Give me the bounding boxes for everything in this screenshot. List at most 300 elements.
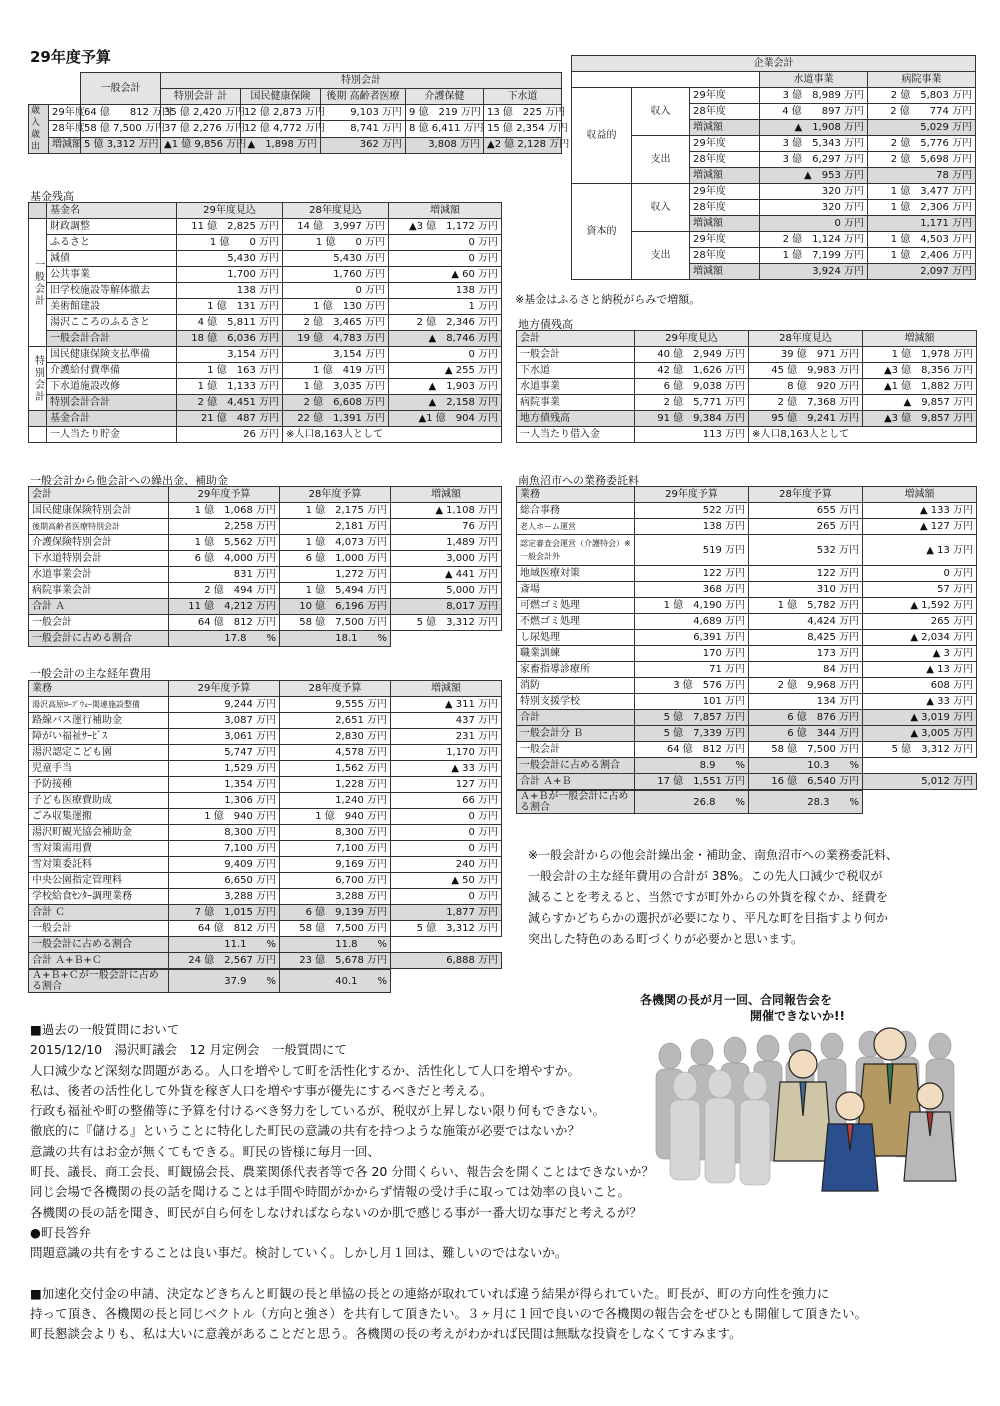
kigyo-note: ※基金はふるさと納税がらみで増額。 — [515, 293, 701, 306]
commission-ratio2-table — [516, 790, 863, 814]
ratio-value: 26.8 — [693, 796, 716, 808]
row-label: 増減額 — [690, 264, 760, 280]
row-label: し尿処理 — [517, 630, 635, 646]
row-label: 予防接種 — [29, 777, 169, 793]
cell: 2 億 4,451 万円 — [177, 395, 283, 411]
cell: 3 億 8,989 万円 — [760, 88, 868, 104]
cell: 13 億 225 万円 — [484, 105, 562, 121]
kigyo-group-label: 収益的 — [572, 88, 632, 184]
cell: 76 万円 — [391, 519, 502, 535]
table-row — [29, 503, 502, 519]
text-line: ●町長答弁 — [30, 1224, 91, 1240]
cell: ▲ 441 万円 — [391, 567, 502, 583]
cell: 1,240 万円 — [280, 793, 391, 809]
fund-header: 基金名 — [47, 203, 177, 219]
table-row — [517, 694, 977, 710]
text-line: 町長懇談会よりも、私は大いに意義があることだと思う。各機関の長の考えがわかれば民間は無駄な投資をしなくてすみます。 — [30, 1326, 742, 1342]
cell: 4 億 5,811 万円 — [177, 315, 283, 331]
cell: 64 億 812 万円 — [81, 105, 161, 121]
table-row — [29, 615, 502, 631]
debt-header: 会計 — [517, 331, 635, 347]
cell: 2 億 6,608 万円 — [283, 395, 389, 411]
budget-sub-header: 特別会計 計 — [161, 89, 241, 105]
row-label: 29年度 — [49, 105, 81, 121]
commission-header: 業務 — [517, 487, 635, 503]
cell: 7,100 万円 — [280, 841, 391, 857]
fund-section — [28, 202, 502, 443]
row-label: 不燃ゴミ処理 — [517, 614, 635, 630]
table-row — [29, 137, 562, 153]
cell: 8 億 920 万円 — [749, 379, 863, 395]
row-label: 一人当たり貯金 — [47, 427, 177, 443]
row-label: 家畜指導診療所 — [517, 662, 635, 678]
text-line: 各機関の長の話を聞き、町民が自ら何をしなければならないのか肌で感じる事が一番大切な事だと考えるが？ — [30, 1204, 643, 1220]
cell: 5 億 7,857 万円 — [635, 710, 749, 726]
text-line: 意識の共有はお金が無くてもできる。町民の皆様に毎月一回、 — [30, 1143, 381, 1159]
cell: 1,170 万円 — [391, 745, 502, 761]
cell: ▲ 8,746 万円 — [389, 331, 502, 347]
cell: ※人口8,163人として — [283, 427, 502, 443]
cell: ▲ 953 万円 — [760, 168, 868, 184]
cell: 1 億 4,190 万円 — [635, 598, 749, 614]
cell: 6 億 876 万円 — [749, 710, 863, 726]
note-line: 減らすかどちらかの選択が必要になり、平凡な町を目指すより何か — [528, 911, 889, 925]
table-row — [517, 758, 977, 774]
cell: 231 万円 — [391, 729, 502, 745]
cell: 0 万円 — [389, 347, 502, 363]
fund-table — [28, 202, 502, 443]
transfer-title: 一般会計から他会計への繰出金、補助金 — [30, 474, 228, 487]
ratio-unit: % — [735, 759, 745, 771]
cell: 37 億 2,276 万円 — [161, 121, 241, 137]
table-row — [29, 905, 502, 921]
table-row — [29, 713, 502, 729]
note-line: 減ることを考えると、当然ですが町外からの外貨を稼ぐか、経費を — [528, 890, 889, 904]
cell: 173 万円 — [749, 646, 863, 662]
row-label: 特別会計合計 — [47, 395, 177, 411]
cell: 64 億 812 万円 — [169, 921, 280, 937]
expense-title: 一般会計の主な経年費用 — [30, 667, 151, 680]
cell: 320 万円 — [760, 184, 868, 200]
cell: 3,924 万円 — [760, 264, 868, 280]
table-row — [29, 873, 502, 889]
cell: 6,700 万円 — [280, 873, 391, 889]
cell: 22 億 1,391 万円 — [283, 411, 389, 427]
transfer-section — [28, 486, 502, 647]
row-label: 水道事業 — [517, 379, 635, 395]
cell: 5,029 万円 — [868, 120, 976, 136]
cell: 2,258 万円 — [169, 519, 280, 535]
general-question-text — [30, 1020, 970, 1344]
fund-header: 28年度見込 — [283, 203, 389, 219]
row-label: 国民健康保険支払準備 — [47, 347, 177, 363]
transfer-table — [28, 486, 502, 647]
ratio-value: 11.8 — [335, 938, 358, 950]
cell: 21 億 487 万円 — [177, 411, 283, 427]
ratio-value: 11.1 — [224, 938, 247, 950]
cell: ▲ 1,898 万円 — [241, 137, 321, 153]
row-label: 下水道 — [517, 363, 635, 379]
cell: 12 億 4,772 万円 — [241, 121, 321, 137]
table-row — [29, 793, 502, 809]
row-label: 減債 — [47, 251, 177, 267]
ratio-unit: % — [377, 975, 387, 987]
table-row — [29, 395, 502, 411]
row-label: 湯沢高原ﾛｰﾌﾟｳｪｰ関連施設整備 — [29, 697, 169, 713]
cell: 5 億 3,312 万円 — [863, 742, 977, 758]
cell: 1,700 万円 — [177, 267, 283, 283]
cell: 101 万円 — [635, 694, 749, 710]
cell: ▲ 133 万円 — [863, 503, 977, 519]
cell: 1,877 万円 — [391, 905, 502, 921]
text-line: 徹底的に『儲ける』ということに特化した町民の意識の共有を持つような施策が必要ではないか？ — [30, 1123, 581, 1139]
row-label: 湯沢認定こども園 — [29, 745, 169, 761]
table-row — [29, 599, 502, 615]
cell: 265 万円 — [863, 614, 977, 630]
ratio-unit: % — [377, 632, 387, 644]
cell: 2,830 万円 — [280, 729, 391, 745]
cell: 0 万円 — [391, 825, 502, 841]
cell: 522 万円 — [635, 503, 749, 519]
debt-title: 地方債残高 — [518, 318, 573, 331]
cell: 0 万円 — [389, 235, 502, 251]
cell: 35 億 2,420 万円 — [161, 105, 241, 121]
cell: ▲ 1,908 万円 — [760, 120, 868, 136]
row-label: 湯沢こころのふるさと — [47, 315, 177, 331]
cell: 6 億 1,000 万円 — [280, 551, 391, 567]
cell: ▲ 3,019 万円 — [863, 710, 977, 726]
cell: 138 万円 — [177, 283, 283, 299]
cell: 18 億 6,036 万円 — [177, 331, 283, 347]
cell: ▲ 2,158 万円 — [389, 395, 502, 411]
table-row — [29, 761, 502, 777]
cell: 5 億 7,339 万円 — [635, 726, 749, 742]
row-label: 下水道特別会計 — [29, 551, 169, 567]
kigyo-table — [571, 55, 976, 280]
row-label: 合計 Ｃ — [29, 905, 169, 921]
table-row — [517, 678, 977, 694]
cell: 4,424 万円 — [749, 614, 863, 630]
cell: ▲ 33 万円 — [391, 761, 502, 777]
row-label: 水道事業会計 — [29, 567, 169, 583]
fund-group-label: 特別会計 — [29, 347, 47, 411]
cell: 0 万円 — [760, 216, 868, 232]
commission-header: 29年度予算 — [635, 487, 749, 503]
table-row — [29, 551, 502, 567]
cell: 2 億 9,968 万円 — [749, 678, 863, 694]
table-row — [29, 921, 502, 937]
table-row — [572, 232, 976, 248]
cell: 6 億 9,139 万円 — [280, 905, 391, 921]
row-label: 地域医療対策 — [517, 566, 635, 582]
budget-sub-header: 下水道 — [484, 89, 562, 105]
ratio-unit: % — [266, 938, 276, 950]
cell: 14 億 3,997 万円 — [283, 219, 389, 235]
commission-header: 増減額 — [863, 487, 977, 503]
row-label: 一般会計合計 — [47, 331, 177, 347]
cell: 1 億 419 万円 — [283, 363, 389, 379]
cell: 8,300 万円 — [169, 825, 280, 841]
cell: 5,430 万円 — [283, 251, 389, 267]
table-row — [29, 315, 502, 331]
budget-sub-header: 介護保健 — [406, 89, 484, 105]
cell: ▲3 億 8,356 万円 — [863, 363, 977, 379]
cell: 11 億 2,825 万円 — [177, 219, 283, 235]
cell: 1 億 3,477 万円 — [868, 184, 976, 200]
cell: 91 億 9,384 万円 — [635, 411, 749, 427]
expense-header: 業務 — [29, 681, 169, 697]
table-row — [29, 857, 502, 873]
cell: 2 億 1,124 万円 — [760, 232, 868, 248]
cell: 5,747 万円 — [169, 745, 280, 761]
table-row — [29, 937, 502, 953]
cell: 1,306 万円 — [169, 793, 280, 809]
cell: 1,272 万円 — [280, 567, 391, 583]
fund-group-label: 一般会計 — [29, 219, 47, 347]
row-label: 斎場 — [517, 582, 635, 598]
cell: 7,100 万円 — [169, 841, 280, 857]
cell: 1,562 万円 — [280, 761, 391, 777]
cell: 1 億 0 万円 — [283, 235, 389, 251]
table-row — [517, 774, 977, 790]
cell: 58 億 7,500 万円 — [280, 615, 391, 631]
ratio-value: 10.3 — [807, 759, 830, 771]
row-label: 雪対策委託料 — [29, 857, 169, 873]
cell: 2,651 万円 — [280, 713, 391, 729]
cell: 23 億 5,678 万円 — [280, 953, 391, 969]
cell: 15 億 2,354 万円 — [484, 121, 562, 137]
kigyo-section — [571, 55, 976, 280]
cell: 1,489 万円 — [391, 535, 502, 551]
cell: 310 万円 — [749, 582, 863, 598]
cell: 7 億 1,015 万円 — [169, 905, 280, 921]
table-row — [517, 347, 977, 363]
table-row — [29, 267, 502, 283]
row-label: 増減額 — [49, 137, 81, 153]
table-row — [517, 791, 863, 814]
table-row — [29, 729, 502, 745]
cell: 3 億 5,343 万円 — [760, 136, 868, 152]
cell: 2 億 5,771 万円 — [635, 395, 749, 411]
cell: ▲ 311 万円 — [391, 697, 502, 713]
cell: 1 億 1,133 万円 — [177, 379, 283, 395]
cell: 58 億 7,500 万円 — [81, 121, 161, 137]
cell: ▲ 33 万円 — [863, 694, 977, 710]
text-line: 行政も福祉や町の整備等に予算を付けるべき努力をしているが、税収が上昇しない限り何もできない。 — [30, 1103, 606, 1119]
kigyo-col-hospital: 病院事業 — [868, 72, 976, 88]
cell: 362 万円 — [321, 137, 406, 153]
row-label: 病院事業会計 — [29, 583, 169, 599]
cell: 3,808 万円 — [406, 137, 484, 153]
row-label: 一般会計 — [29, 921, 169, 937]
cell: 1 億 2,406 万円 — [868, 248, 976, 264]
cell: ▲ 2,034 万円 — [863, 630, 977, 646]
cell: 1 万円 — [389, 299, 502, 315]
debt-section — [516, 330, 977, 443]
commission-table — [516, 486, 977, 790]
caption-line: 各機関の長が月一回、合同報告会を — [640, 993, 833, 1007]
table-row — [517, 395, 977, 411]
row-label: 消防 — [517, 678, 635, 694]
cell: ▲ 60 万円 — [389, 267, 502, 283]
cell: 9,409 万円 — [169, 857, 280, 873]
row-label: 学校給食ｾﾝﾀｰ調理業務 — [29, 889, 169, 905]
text-line: 私は、後者の活性化して外貨を稼ぎ人口を増やす事が優先にするべきだと考える。 — [30, 1082, 493, 1098]
cell: ▲ 1,108 万円 — [391, 503, 502, 519]
cell: 9,555 万円 — [280, 697, 391, 713]
table-row — [29, 331, 502, 347]
row-label: 旧学校施設等解体撤去 — [47, 283, 177, 299]
row-label: 28年度 — [690, 104, 760, 120]
cell: 2,097 万円 — [868, 264, 976, 280]
ratio-value: 37.9 — [224, 975, 247, 987]
cell: 3,288 万円 — [280, 889, 391, 905]
row-label: 子ども医療費助成 — [29, 793, 169, 809]
cell: ▲ 3 万円 — [863, 646, 977, 662]
row-label: 中央公園指定管理料 — [29, 873, 169, 889]
ratio-unit: % — [849, 796, 859, 808]
commission-title: 南魚沼市への業務委託料 — [518, 474, 639, 487]
expense-section — [28, 680, 502, 993]
kigyo-out-label: 支出 — [632, 232, 690, 280]
cell: 95 億 9,241 万円 — [749, 411, 863, 427]
transfer-header: 29年度予算 — [169, 487, 280, 503]
table-row — [29, 953, 502, 969]
fund-header: 増減額 — [389, 203, 502, 219]
table-row — [517, 411, 977, 427]
table-row — [29, 697, 502, 713]
budget-side-label: 歳入歳出 — [29, 105, 49, 154]
cell: 4 億 897 万円 — [760, 104, 868, 120]
cell: 66 万円 — [391, 793, 502, 809]
cell: 138 万円 — [635, 519, 749, 535]
row-label: 一般会計に占める割合 — [29, 937, 169, 953]
cell: ▲1 億 1,882 万円 — [863, 379, 977, 395]
cell: 3,000 万円 — [391, 551, 502, 567]
cell: 6 億 9,038 万円 — [635, 379, 749, 395]
cell: 519 万円 — [635, 535, 749, 566]
table-row — [29, 105, 562, 121]
cell: 437 万円 — [391, 713, 502, 729]
row-label: 路線バス運行補助金 — [29, 713, 169, 729]
cell: 1 億 1,978 万円 — [863, 347, 977, 363]
cell: 1 億 4,503 万円 — [868, 232, 976, 248]
ratio-value: 18.1 — [335, 632, 358, 644]
cell: 3,154 万円 — [283, 347, 389, 363]
commission-section — [516, 486, 977, 814]
row-label: 29年度 — [690, 88, 760, 104]
ratio-value: 40.1 — [335, 975, 358, 987]
cell: 64 億 812 万円 — [169, 615, 280, 631]
kigyo-col-water: 水道事業 — [760, 72, 868, 88]
row-label: 28年度 — [690, 200, 760, 216]
row-label: 介護給付費準備 — [47, 363, 177, 379]
cell: 45 億 9,983 万円 — [749, 363, 863, 379]
cell: 6,888 万円 — [391, 953, 502, 969]
row-label: 28年度 — [690, 248, 760, 264]
expense-header: 29年度予算 — [169, 681, 280, 697]
cell: 2 億 5,776 万円 — [868, 136, 976, 152]
row-label: 後期高齢者医療特別会計 — [29, 519, 169, 535]
cell: 2 億 3,465 万円 — [283, 315, 389, 331]
summary-note — [528, 845, 898, 950]
table-row — [29, 347, 502, 363]
cell: 6 億 344 万円 — [749, 726, 863, 742]
table-row — [517, 503, 977, 519]
text-line: 持って頂き、各機関の長と同じベクトル（方向と強さ）を共有して頂きたい。３ヶ月に１回で良いので各機関の報告会をぜひとも開催して頂きたい。 — [30, 1305, 868, 1321]
row-label: 一般会計 — [517, 742, 635, 758]
table-row — [517, 662, 977, 678]
table-row — [29, 535, 502, 551]
cell: 0 万円 — [391, 841, 502, 857]
table-row — [29, 219, 502, 235]
table-row — [29, 251, 502, 267]
cell: 0 万円 — [283, 283, 389, 299]
cell: 265 万円 — [749, 519, 863, 535]
text-line: 問題意識の共有をすることは良い事だ。検討していく。しかし月１回は、難しいのではないか。 — [30, 1245, 568, 1261]
ratio-value: 28.3 — [807, 796, 830, 808]
cell: 2 億 7,368 万円 — [749, 395, 863, 411]
row-label: 特別支援学校 — [517, 694, 635, 710]
cell: 2 億 2,346 万円 — [389, 315, 502, 331]
table-row — [29, 970, 391, 993]
cell: 1 億 0 万円 — [177, 235, 283, 251]
cell: 1,529 万円 — [169, 761, 280, 777]
row-label: 増減額 — [690, 168, 760, 184]
budget-col-tokubetsu: 特別会計 — [161, 73, 562, 89]
row-label: 雪対策需用費 — [29, 841, 169, 857]
row-label: 一般会計に占める割合 — [517, 758, 635, 774]
budget-table — [28, 72, 570, 154]
row-label: 増減額 — [690, 216, 760, 232]
cell: ▲3 億 9,857 万円 — [863, 411, 977, 427]
table-row — [517, 598, 977, 614]
text-line: ■過去の一般質問において — [30, 1022, 180, 1037]
cell: ▲ 3,005 万円 — [863, 726, 977, 742]
transfer-header: 増減額 — [391, 487, 502, 503]
cell: ▲ 1,903 万円 — [389, 379, 502, 395]
cell: 24 億 2,567 万円 — [169, 953, 280, 969]
cell: ▲ 13 万円 — [863, 535, 977, 566]
ratio-value: 8.9 — [699, 759, 716, 771]
table-row — [517, 427, 977, 443]
expense-header: 増減額 — [391, 681, 502, 697]
budget-section — [28, 72, 570, 154]
row-label: Ａ+Ｂ+Ｃが一般会計に占める割合 — [29, 970, 169, 993]
cell: 6 億 4,000 万円 — [169, 551, 280, 567]
cell: 58 億 7,500 万円 — [280, 921, 391, 937]
kigyo-in-label: 収入 — [632, 88, 690, 136]
table-row — [29, 363, 502, 379]
cell: 19 億 4,783 万円 — [283, 331, 389, 347]
cell: 1 億 2,306 万円 — [868, 200, 976, 216]
row-label: 総合事務 — [517, 503, 635, 519]
row-label: 28年度 — [690, 152, 760, 168]
cell: 8 億 6,411 万円 — [406, 121, 484, 137]
row-label: 合計 Ａ+Ｂ+Ｃ — [29, 953, 169, 969]
table-row — [29, 283, 502, 299]
row-label: 増減額 — [690, 120, 760, 136]
cell: ▲ 13 万円 — [863, 662, 977, 678]
commission-header: 28年度予算 — [749, 487, 863, 503]
kigyo-title: 企業会計 — [572, 56, 976, 72]
cell: 1 億 163 万円 — [177, 363, 283, 379]
budget-sub-header: 国民健康保険 — [241, 89, 321, 105]
cell: 1 億 131 万円 — [177, 299, 283, 315]
table-row — [517, 614, 977, 630]
cell: 26 万円 — [177, 427, 283, 443]
cell: ▲ 255 万円 — [389, 363, 502, 379]
